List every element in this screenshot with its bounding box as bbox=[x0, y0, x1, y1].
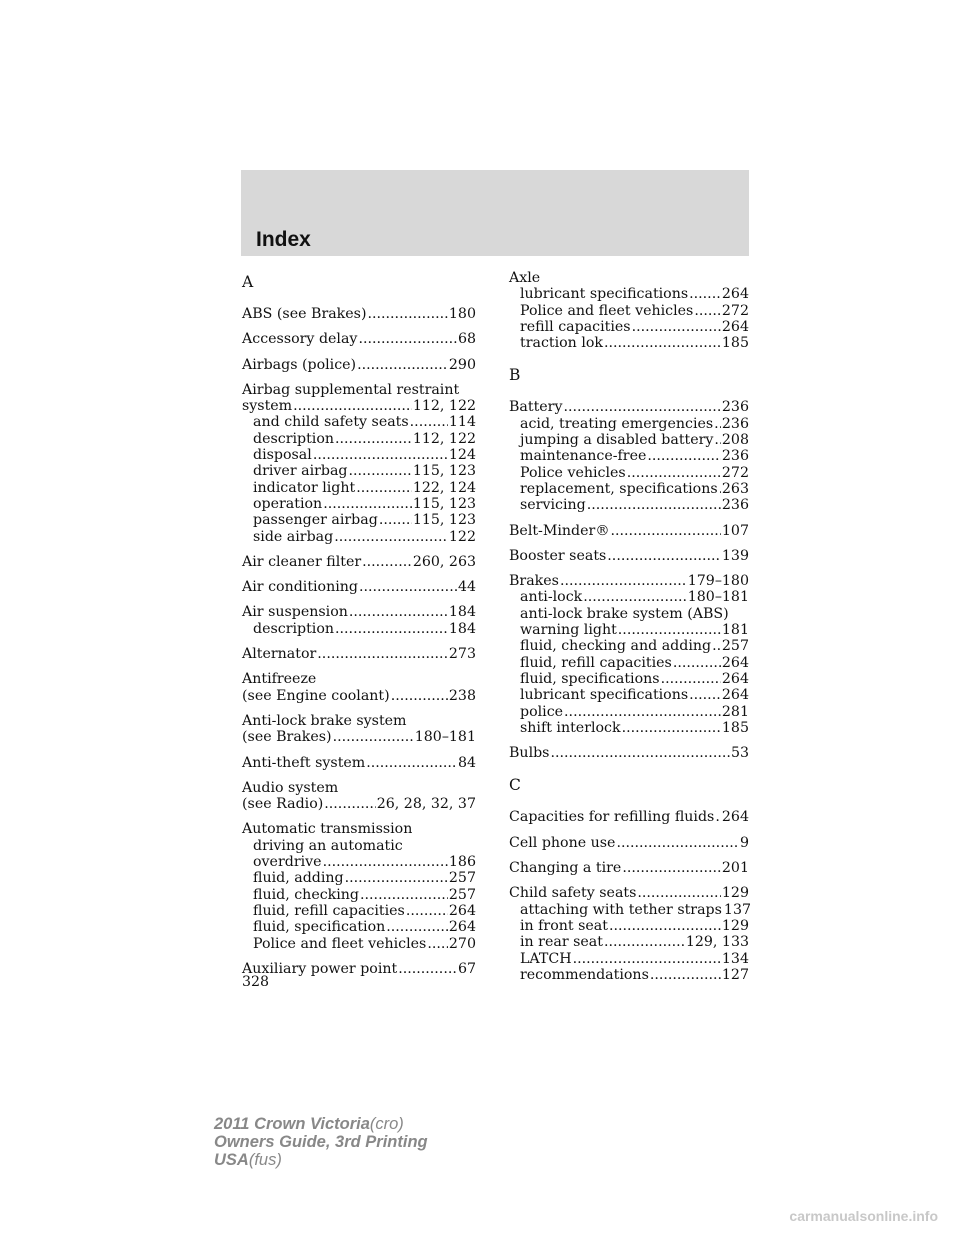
dot-leader bbox=[604, 934, 685, 950]
entry-page-ref: 107 bbox=[721, 522, 749, 539]
index-subentry-line bbox=[509, 967, 749, 983]
entry-page-ref: 208 bbox=[721, 432, 749, 449]
index-entry-line bbox=[242, 398, 476, 414]
entry-term: operation bbox=[253, 495, 323, 512]
dot-leader bbox=[650, 967, 721, 983]
entry-term: Police and fleet vehicles bbox=[253, 935, 427, 952]
entry-page-ref: 273 bbox=[448, 646, 476, 663]
index-subentry-line bbox=[509, 934, 749, 950]
entry-term: system bbox=[242, 398, 293, 415]
index-subentry-line bbox=[509, 687, 749, 703]
entry-term: ABS (see Brakes) bbox=[242, 306, 367, 322]
index-entry bbox=[242, 755, 476, 771]
entry-page-ref: 236 bbox=[721, 399, 749, 416]
index-subentry-line bbox=[509, 655, 749, 671]
index-subentry-line bbox=[242, 838, 476, 854]
dot-leader bbox=[356, 480, 412, 496]
entry-term: indicator light bbox=[253, 479, 356, 496]
index-subentry-line bbox=[242, 431, 476, 447]
footer-line-3 bbox=[214, 1151, 428, 1169]
entry-term: Cell phone use bbox=[509, 834, 616, 851]
entry-term: and child safety seats bbox=[253, 414, 409, 431]
index-entry-line bbox=[242, 780, 476, 796]
index-entry bbox=[242, 646, 476, 662]
entry-page-ref: 84 bbox=[457, 754, 476, 771]
footer-region: USA bbox=[214, 1151, 249, 1169]
entry-term: Airbags (police) bbox=[242, 356, 357, 373]
index-entry-line bbox=[242, 755, 476, 771]
entry-page-ref: 264 bbox=[721, 809, 749, 826]
entry-page-ref: 260, 263 bbox=[412, 553, 476, 570]
index-subentry-line bbox=[242, 870, 476, 886]
entry-page-ref: 264 bbox=[721, 318, 749, 335]
entry-term: Antifreeze bbox=[242, 671, 317, 688]
entry-page-ref: 290 bbox=[448, 356, 476, 373]
index-subentry-line bbox=[509, 622, 749, 638]
footer-region-code: (fus) bbox=[248, 1151, 282, 1169]
dot-leader bbox=[618, 622, 721, 638]
dot-leader bbox=[715, 809, 721, 825]
dot-leader bbox=[560, 573, 687, 589]
entry-term: Air cleaner filter bbox=[242, 553, 362, 570]
index-letter-heading: B bbox=[509, 366, 521, 385]
index-entry-line bbox=[242, 382, 476, 398]
entry-page-ref: 137 bbox=[723, 901, 752, 918]
entry-term: Bulbs bbox=[509, 745, 550, 762]
index-entry bbox=[242, 382, 476, 545]
index-entry-line bbox=[242, 713, 476, 729]
entry-page-ref: 236 bbox=[721, 448, 749, 465]
dot-leader bbox=[689, 687, 721, 703]
entry-page-ref: 115, 123 bbox=[412, 512, 476, 529]
index-entry-line bbox=[242, 646, 476, 662]
entry-term: LATCH bbox=[520, 950, 572, 967]
entry-term: Axle bbox=[509, 270, 541, 286]
footer bbox=[214, 1115, 428, 1169]
entry-term: warning light bbox=[520, 622, 617, 639]
index-subentry-line bbox=[509, 589, 749, 605]
entry-term: Air conditioning bbox=[242, 579, 358, 596]
entry-page-ref: 44 bbox=[457, 579, 476, 596]
dot-leader bbox=[714, 432, 720, 448]
entry-term: driver airbag bbox=[253, 463, 348, 480]
entry-term: Booster seats bbox=[509, 547, 607, 564]
page-number: 328 bbox=[242, 974, 270, 990]
entry-term: side airbag bbox=[253, 528, 334, 545]
index-entry bbox=[509, 523, 749, 539]
entry-page-ref: 134 bbox=[721, 950, 749, 967]
entry-term: anti-lock bbox=[520, 589, 583, 606]
entry-term: (see Brakes) bbox=[242, 729, 332, 746]
entry-term: fluid, adding bbox=[253, 870, 344, 887]
index-subentry-line bbox=[242, 512, 476, 528]
index-column-right bbox=[509, 270, 752, 992]
entry-term: replacement, specifications bbox=[520, 480, 718, 497]
entry-page-ref: 122 bbox=[448, 528, 476, 545]
index-entry-line bbox=[242, 357, 476, 373]
index-entry bbox=[509, 573, 749, 736]
entry-page-ref: 112, 122 bbox=[412, 430, 476, 447]
dot-leader bbox=[398, 961, 457, 977]
entry-term: maintenance-free bbox=[520, 448, 647, 465]
index-subentry-line bbox=[509, 704, 749, 720]
dot-leader bbox=[359, 579, 457, 595]
entry-page-ref: 272 bbox=[721, 302, 749, 319]
entry-term: fluid, checking bbox=[253, 886, 360, 903]
entry-page-ref: 115, 123 bbox=[412, 463, 476, 480]
index-subentry-line bbox=[242, 496, 476, 512]
index-subentry-line bbox=[509, 335, 749, 351]
dot-leader bbox=[573, 951, 721, 967]
entry-page-ref: 112, 122 bbox=[412, 398, 476, 415]
dot-leader bbox=[313, 447, 448, 463]
entry-term: in front seat bbox=[520, 917, 608, 934]
index-entry-line bbox=[509, 885, 749, 901]
footer-line-1 bbox=[214, 1115, 428, 1133]
index-entry bbox=[242, 671, 476, 704]
entry-term: lubricant specifications bbox=[520, 286, 689, 303]
index-entry bbox=[242, 961, 476, 977]
index-entry-line bbox=[242, 729, 476, 745]
index-subentry-line bbox=[509, 286, 749, 302]
index-subentry-line bbox=[242, 887, 476, 903]
index-entry-line bbox=[509, 809, 749, 825]
entry-page-ref: 257 bbox=[721, 638, 749, 655]
index-entry bbox=[242, 713, 476, 746]
index-entry-line bbox=[242, 554, 476, 570]
dot-leader bbox=[358, 331, 457, 347]
index-entry bbox=[509, 809, 749, 825]
index-subentry-line bbox=[509, 638, 749, 654]
index-subentry-line bbox=[509, 497, 749, 513]
dot-leader bbox=[627, 465, 721, 481]
footer-model-code: (cro) bbox=[369, 1115, 404, 1133]
index-subentry-line bbox=[509, 448, 749, 464]
index-entry-line bbox=[509, 745, 749, 761]
entry-page-ref: 184 bbox=[448, 620, 476, 637]
entry-term: Air suspension bbox=[242, 604, 348, 621]
dot-leader bbox=[673, 655, 721, 671]
entry-term: fluid, specifications bbox=[520, 670, 660, 687]
index-entry bbox=[509, 745, 749, 761]
entry-page-ref: 270 bbox=[448, 935, 476, 952]
entry-term: lubricant specifications bbox=[520, 687, 689, 704]
dot-leader bbox=[609, 918, 721, 934]
index-subentry-line bbox=[509, 918, 749, 934]
dot-leader bbox=[345, 870, 448, 886]
dot-leader bbox=[604, 335, 721, 351]
entry-term: Auxiliary power point bbox=[242, 960, 398, 977]
entry-term: jumping a disabled battery bbox=[520, 432, 714, 449]
dot-leader bbox=[335, 431, 412, 447]
entry-page-ref: 264 bbox=[721, 286, 749, 303]
entry-page-ref: 129, 133 bbox=[685, 934, 749, 951]
index-subentry-line bbox=[509, 901, 752, 918]
index-subentry-line bbox=[242, 447, 476, 463]
dot-leader bbox=[583, 589, 686, 605]
index-subentry-line bbox=[242, 529, 476, 545]
entry-page-ref: 122, 124 bbox=[412, 479, 476, 496]
index-subentry-line bbox=[509, 671, 749, 687]
index-entry-line bbox=[242, 331, 476, 347]
index-entry-line bbox=[509, 523, 749, 539]
header-band bbox=[241, 170, 749, 256]
index-entry bbox=[509, 548, 749, 564]
index-entry-line bbox=[242, 796, 476, 812]
entry-term: Child safety seats bbox=[509, 885, 637, 902]
entry-page-ref: 264 bbox=[448, 902, 476, 919]
entry-page-ref: 185 bbox=[721, 719, 749, 736]
index-entry-line bbox=[242, 579, 476, 595]
entry-page-ref: 264 bbox=[721, 654, 749, 671]
entry-page-ref: 236 bbox=[721, 415, 749, 432]
entry-page-ref: 257 bbox=[448, 886, 476, 903]
index-subentry-line bbox=[509, 303, 749, 319]
entry-term: description bbox=[253, 620, 335, 637]
index-entry bbox=[509, 270, 749, 351]
dot-leader bbox=[334, 529, 448, 545]
index-entry-line bbox=[509, 270, 749, 286]
entry-page-ref: 115, 123 bbox=[412, 495, 476, 512]
index-subentry-line bbox=[242, 621, 476, 637]
index-entry-line bbox=[242, 688, 476, 704]
index-entry-line bbox=[509, 548, 749, 564]
index-subentry-line bbox=[509, 481, 749, 497]
index-entry-line bbox=[242, 604, 476, 620]
entry-page-ref: 180–181 bbox=[687, 589, 749, 606]
entry-term: attaching with tether straps bbox=[520, 901, 722, 918]
dot-leader bbox=[362, 554, 412, 570]
index-column-left bbox=[242, 270, 476, 986]
index-entry bbox=[242, 604, 476, 637]
index-entry-line bbox=[509, 860, 749, 876]
dot-leader bbox=[550, 745, 729, 761]
entry-term: Anti-theft system bbox=[242, 754, 366, 771]
index-subentry-line bbox=[509, 720, 749, 736]
index-entry-line bbox=[242, 821, 476, 837]
dot-leader bbox=[616, 835, 739, 851]
entry-term: Police and fleet vehicles bbox=[520, 302, 694, 319]
dot-leader bbox=[333, 729, 414, 745]
dot-leader bbox=[349, 604, 448, 620]
index-subentry-line bbox=[242, 854, 476, 870]
dot-leader bbox=[607, 548, 721, 564]
dot-leader bbox=[622, 860, 721, 876]
entry-page-ref: 257 bbox=[448, 870, 476, 887]
dot-leader bbox=[689, 286, 721, 302]
entry-term: Changing a tire bbox=[509, 860, 622, 877]
index-entry bbox=[242, 821, 476, 951]
entry-term: in rear seat bbox=[520, 934, 603, 951]
index-entry-line bbox=[509, 573, 749, 589]
index-subentry-line bbox=[509, 465, 749, 481]
entry-term: refill capacities bbox=[520, 318, 631, 335]
entry-term: overdrive bbox=[253, 854, 322, 871]
entry-term: fluid, checking and adding bbox=[520, 638, 712, 655]
entry-term: Automatic transmission bbox=[242, 821, 413, 838]
dot-leader bbox=[368, 306, 448, 322]
dot-leader bbox=[335, 621, 448, 637]
entry-term: fluid, specification bbox=[253, 919, 386, 936]
index-entry-line bbox=[242, 306, 476, 322]
dot-leader bbox=[386, 919, 448, 935]
entry-page-ref: 264 bbox=[448, 919, 476, 936]
footer-model: 2011 Crown Victoria bbox=[214, 1115, 370, 1133]
index-subentry-line bbox=[509, 319, 749, 335]
dot-leader bbox=[324, 796, 375, 812]
entry-page-ref: 139 bbox=[721, 547, 749, 564]
entry-term: acid, treating emergencies bbox=[520, 415, 714, 432]
dot-leader bbox=[714, 416, 721, 432]
dot-leader bbox=[357, 357, 448, 373]
index-subentry-line bbox=[509, 951, 749, 967]
entry-page-ref: 264 bbox=[721, 687, 749, 704]
entry-term: police bbox=[520, 703, 564, 720]
entry-term: recommendations bbox=[520, 966, 649, 983]
entry-term: description bbox=[253, 430, 335, 447]
entry-term: Alternator bbox=[242, 646, 317, 663]
dot-leader bbox=[406, 903, 448, 919]
dot-leader bbox=[611, 523, 721, 539]
index-letter-heading: C bbox=[509, 776, 521, 795]
entry-page-ref: 180 bbox=[448, 306, 476, 322]
watermark: carmanualsonline.info bbox=[789, 1208, 938, 1224]
entry-page-ref: 9 bbox=[739, 834, 749, 851]
index-entry-line bbox=[509, 399, 749, 415]
entry-page-ref: 186 bbox=[448, 854, 476, 871]
entry-page-ref: 263 bbox=[721, 480, 749, 497]
entry-term: Brakes bbox=[509, 573, 559, 590]
entry-page-ref: 236 bbox=[721, 497, 749, 514]
entry-page-ref: 201 bbox=[721, 860, 749, 877]
entry-term: disposal bbox=[253, 447, 312, 464]
index-entry bbox=[242, 306, 476, 322]
index-entry bbox=[242, 331, 476, 347]
entry-term: passenger airbag bbox=[253, 512, 378, 529]
entry-term: (see Engine coolant) bbox=[242, 687, 390, 704]
entry-term: Audio system bbox=[242, 779, 339, 796]
index-entry bbox=[509, 885, 752, 983]
dot-leader bbox=[587, 497, 721, 513]
entry-page-ref: 181 bbox=[721, 622, 749, 639]
entry-page-ref: 281 bbox=[721, 703, 749, 720]
entry-term: Battery bbox=[509, 399, 563, 416]
dot-leader bbox=[366, 755, 457, 771]
dot-leader bbox=[647, 448, 721, 464]
dot-leader bbox=[391, 688, 448, 704]
entry-page-ref: 127 bbox=[721, 966, 749, 983]
entry-term: anti-lock brake system (ABS) bbox=[520, 605, 729, 622]
entry-term: shift interlock bbox=[520, 719, 621, 736]
dot-leader bbox=[661, 671, 721, 687]
entry-term: Airbag supplemental restraint bbox=[242, 381, 460, 398]
index-entry bbox=[242, 357, 476, 373]
index-entry bbox=[242, 780, 476, 813]
entry-page-ref: 238 bbox=[448, 687, 476, 704]
dot-leader bbox=[637, 885, 721, 901]
dot-leader bbox=[694, 303, 721, 319]
entry-term: Accessory delay bbox=[242, 331, 358, 348]
entry-term: Capacities for refilling fluids bbox=[509, 809, 715, 826]
entry-page-ref: 185 bbox=[721, 335, 749, 352]
entry-page-ref: 272 bbox=[721, 464, 749, 481]
entry-page-ref: 129 bbox=[721, 885, 749, 902]
index-entry bbox=[509, 860, 749, 876]
dot-leader bbox=[712, 638, 721, 654]
dot-leader bbox=[719, 481, 721, 497]
entry-page-ref: 114 bbox=[448, 414, 476, 431]
entry-page-ref: 26, 28, 32, 37 bbox=[376, 796, 476, 813]
dot-leader bbox=[410, 414, 448, 430]
dot-leader bbox=[293, 398, 412, 414]
entry-term: Police vehicles bbox=[520, 464, 626, 481]
entry-page-ref: 129 bbox=[721, 917, 749, 934]
index-entry-line bbox=[509, 835, 749, 851]
dot-leader bbox=[427, 936, 448, 952]
entry-term: traction lok bbox=[520, 335, 603, 352]
entry-term: driving an automatic bbox=[253, 837, 403, 854]
index-subentry-line bbox=[242, 414, 476, 430]
entry-page-ref: 180–181 bbox=[414, 729, 476, 746]
index-entry bbox=[509, 835, 749, 851]
entry-page-ref: 68 bbox=[457, 331, 476, 348]
page-title: Index bbox=[256, 228, 311, 251]
dot-leader bbox=[317, 646, 448, 662]
index-subentry-line bbox=[242, 463, 476, 479]
entry-page-ref: 264 bbox=[721, 670, 749, 687]
entry-page-ref: 124 bbox=[448, 447, 476, 464]
index-entry bbox=[509, 399, 749, 513]
dot-leader bbox=[360, 887, 448, 903]
entry-page-ref: 179–180 bbox=[687, 573, 749, 590]
dot-leader bbox=[632, 319, 721, 335]
dot-leader bbox=[622, 720, 721, 736]
index-entry bbox=[242, 554, 476, 570]
entry-term: servicing bbox=[520, 497, 586, 514]
index-entry-line bbox=[242, 961, 476, 977]
entry-term: Anti-lock brake system bbox=[242, 712, 407, 729]
entry-term: (see Radio) bbox=[242, 796, 324, 813]
index-subentry-line bbox=[242, 919, 476, 935]
entry-term: Belt-Minder® bbox=[509, 522, 610, 539]
entry-term: fluid, refill capacities bbox=[520, 654, 672, 671]
dot-leader bbox=[563, 399, 720, 415]
index-entry-line bbox=[242, 671, 476, 687]
index-subentry-line bbox=[242, 903, 476, 919]
index-subentry-line bbox=[509, 606, 749, 622]
index-entry bbox=[242, 579, 476, 595]
index-subentry-line bbox=[509, 416, 749, 432]
dot-leader bbox=[564, 704, 721, 720]
index-subentry-line bbox=[509, 432, 749, 448]
dot-leader bbox=[379, 512, 412, 528]
index-subentry-line bbox=[242, 480, 476, 496]
dot-leader bbox=[323, 854, 448, 870]
index-letter-heading: A bbox=[242, 273, 254, 291]
entry-page-ref: 67 bbox=[457, 960, 476, 977]
dot-leader bbox=[349, 463, 412, 479]
dot-leader bbox=[323, 496, 412, 512]
entry-page-ref: 184 bbox=[448, 604, 476, 621]
footer-line-2: Owners Guide, 3rd Printing bbox=[214, 1133, 428, 1151]
entry-page-ref: 53 bbox=[730, 745, 749, 762]
index-subentry-line bbox=[242, 936, 476, 952]
entry-term: fluid, refill capacities bbox=[253, 902, 405, 919]
